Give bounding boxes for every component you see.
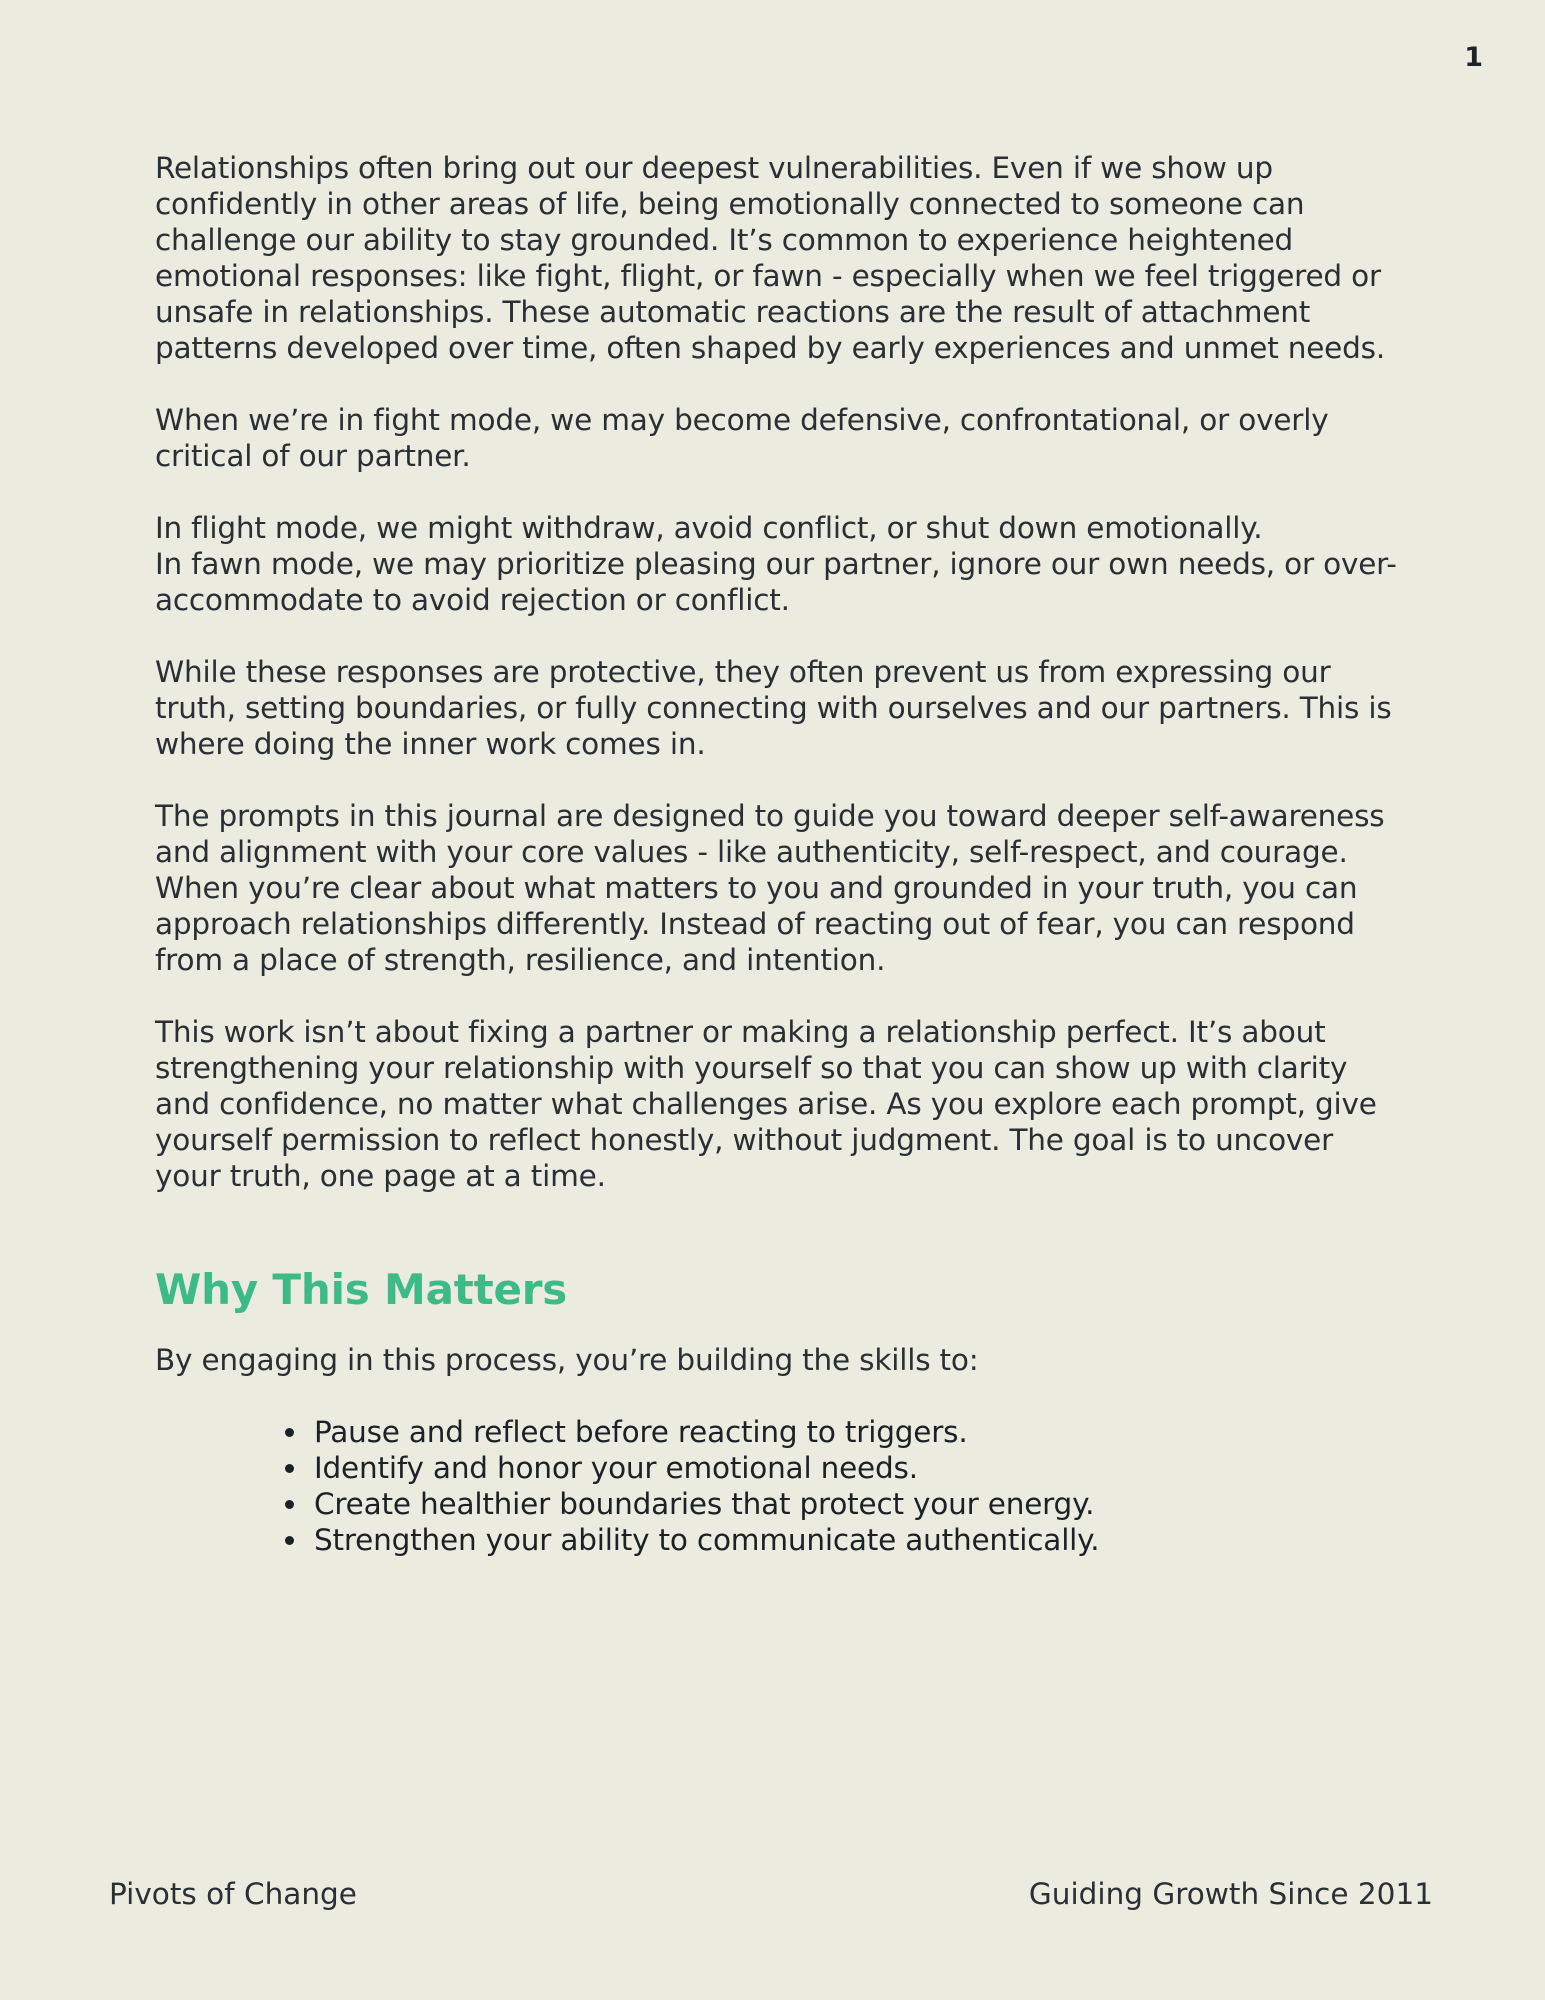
list-item: • Identify and honor your emotional needs. <box>310 1450 1405 1486</box>
skills-list <box>155 1414 1405 1558</box>
footer-brand: Pivots of Change <box>109 1877 357 1911</box>
paragraph-journal-prompts: The prompts in this journal are designed to guide you toward deeper self-awareness and alignment with your core values - like authenticity, self-respect, and courage. When you’re clear about what matters to you and grounded in your truth, you can approach relationships differently. Instead of reacting out of fear, you can respond from a place of strength, resilience, and intention. <box>155 799 1385 977</box>
paragraph-flight-fawn <box>155 510 1405 618</box>
paragraph-fawn-mode: In fawn mode, we may prioritize pleasing our partner, ignore our own needs, or over-accommodate to avoid rejection or conflict. <box>155 547 1397 617</box>
paragraph-intro: Relationships often bring out our deepest vulnerabilities. Even if we show up confidently in other areas of life, being emotionally connected to someone can challenge our ability to stay grounded. It’s common to experience heightened emotional responses: like fight, flight, or fawn - especially when we feel triggered or unsafe in relationships. These automatic reactions are the result of attachment patterns developed over time, often shaped by early experiences and unmet needs. <box>155 151 1386 365</box>
footer-tagline: Guiding Growth Since 2011 <box>1028 1877 1433 1911</box>
paragraph-inner-work: This work isn’t about fixing a partner or making a relationship perfect. It’s about strengthening your relationship with yourself so that you can show up with clarity and confidence, no matter what challenges arise. As you explore each prompt, give yourself permission to reflect honestly, without judgment. The goal is to uncover your truth, one page at a time. <box>155 1015 1377 1193</box>
list-item: • Create healthier boundaries that protect your energy. <box>310 1486 1405 1522</box>
list-item: • Pause and reflect before reacting to triggers. <box>310 1414 1405 1450</box>
section-intro: By engaging in this process, you’re building the skills to: <box>155 1343 979 1377</box>
document-body <box>155 150 1405 1558</box>
paragraph-protective-responses: While these responses are protective, they often prevent us from expressing our truth, setting boundaries, or fully connecting with ourselves and our partners. This is where doing the inner work comes in. <box>155 655 1392 761</box>
section-heading: Why This Matters <box>155 1265 568 1314</box>
list-item: • Strengthen your ability to communicate authentically. <box>310 1522 1405 1558</box>
paragraph-flight-mode: In flight mode, we might withdraw, avoid conflict, or shut down emotionally. <box>155 511 1263 545</box>
paragraph-fight-mode: When we’re in fight mode, we may become defensive, confrontational, or overly critical of our partner. <box>155 403 1329 473</box>
page-number: 1 <box>1464 42 1483 73</box>
